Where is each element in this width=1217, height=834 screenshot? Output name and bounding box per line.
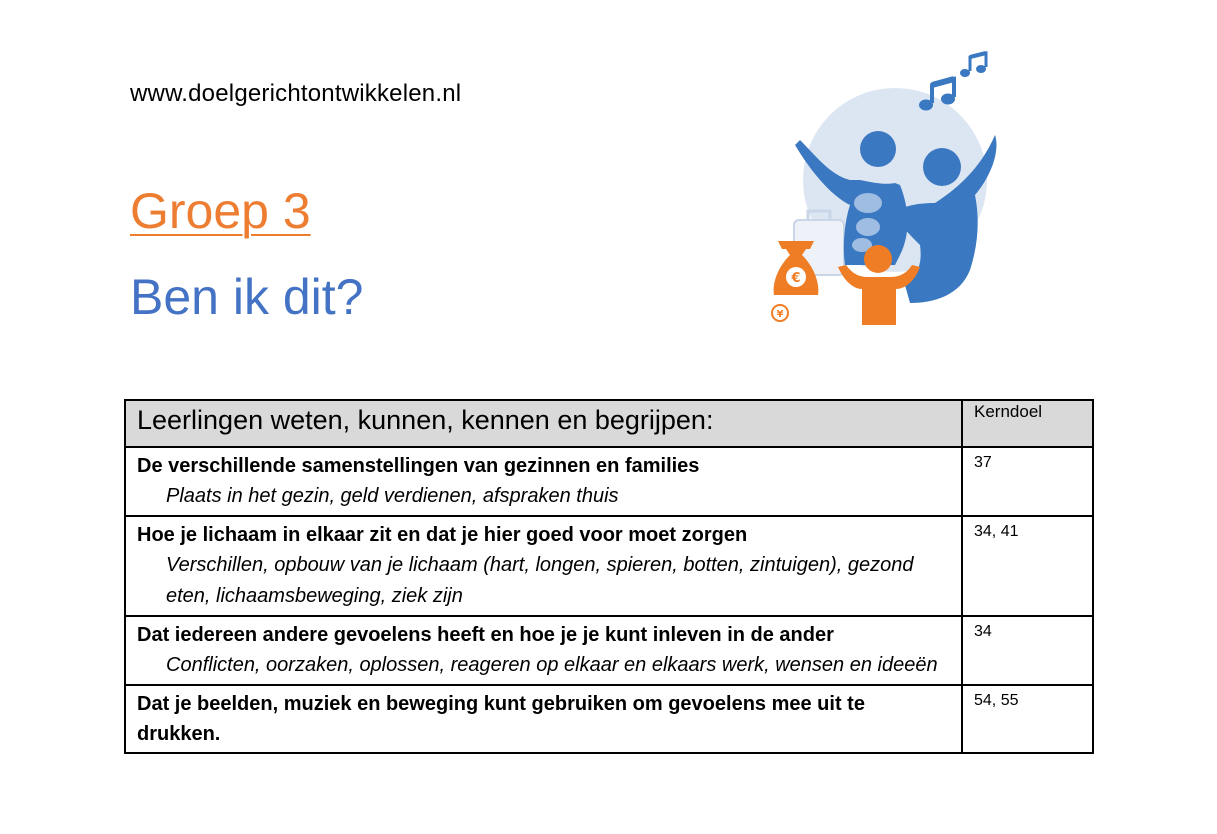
table-header: Leerlingen weten, kunnen, kennen en begrijpen: bbox=[125, 400, 962, 447]
euro-icon bbox=[786, 267, 806, 287]
svg-text:¥: ¥ bbox=[776, 309, 784, 320]
table-header-row bbox=[125, 400, 1093, 447]
yen-coin-icon bbox=[772, 305, 788, 321]
learning-goals-table bbox=[124, 399, 1094, 754]
goal-cell bbox=[125, 447, 962, 516]
table-row bbox=[125, 447, 1093, 516]
music-notes-icon bbox=[919, 53, 986, 111]
page-title: Groep 3 bbox=[130, 183, 311, 239]
kerndoel-value: 37 bbox=[974, 454, 992, 471]
kerndoel-header: Kerndoel bbox=[962, 400, 1093, 447]
goal-detail: Plaats in het gezin, geld verdienen, afspraken thuis bbox=[166, 485, 619, 507]
page-subtitle: Ben ik dit? bbox=[130, 269, 364, 325]
kerndoel-value: 34, 41 bbox=[974, 523, 1019, 540]
table-row bbox=[125, 685, 1093, 753]
kerndoel-value: 54, 55 bbox=[974, 692, 1019, 709]
goal-title: Hoe je lichaam in elkaar zit en dat je hier goed voor moet zorgen bbox=[137, 524, 748, 546]
kerndoel-value: 34 bbox=[974, 623, 992, 640]
kerndoel-cell bbox=[962, 616, 1093, 685]
site-url: www.doelgerichtontwikkelen.nl bbox=[130, 80, 462, 107]
goal-cell bbox=[125, 616, 962, 685]
kerndoel-cell bbox=[962, 516, 1093, 616]
goal-cell bbox=[125, 685, 962, 753]
table-row bbox=[125, 516, 1093, 616]
table-row bbox=[125, 616, 1093, 685]
goal-detail: Verschillen, opbouw van je lichaam (hart, longen, spieren, botten, zintuigen), gezond eten, lichaamsbeweging, ziek zijn bbox=[166, 554, 914, 607]
family-illustration bbox=[760, 45, 1020, 335]
goal-title: Dat je beelden, muziek en beweging kunt gebruiken om gevoelens mee uit te drukken. bbox=[137, 693, 865, 745]
kerndoel-cell bbox=[962, 685, 1093, 753]
goal-title: De verschillende samenstellingen van gezinnen en families bbox=[137, 455, 700, 477]
goal-title: Dat iedereen andere gevoelens heeft en hoe je je kunt inleven in de ander bbox=[137, 624, 834, 646]
kerndoel-cell bbox=[962, 447, 1093, 516]
svg-text:€: € bbox=[791, 271, 801, 286]
goal-cell bbox=[125, 516, 962, 616]
goal-detail: Conflicten, oorzaken, oplossen, reageren op elkaar en elkaars werk, wensen en ideeën bbox=[166, 654, 938, 676]
